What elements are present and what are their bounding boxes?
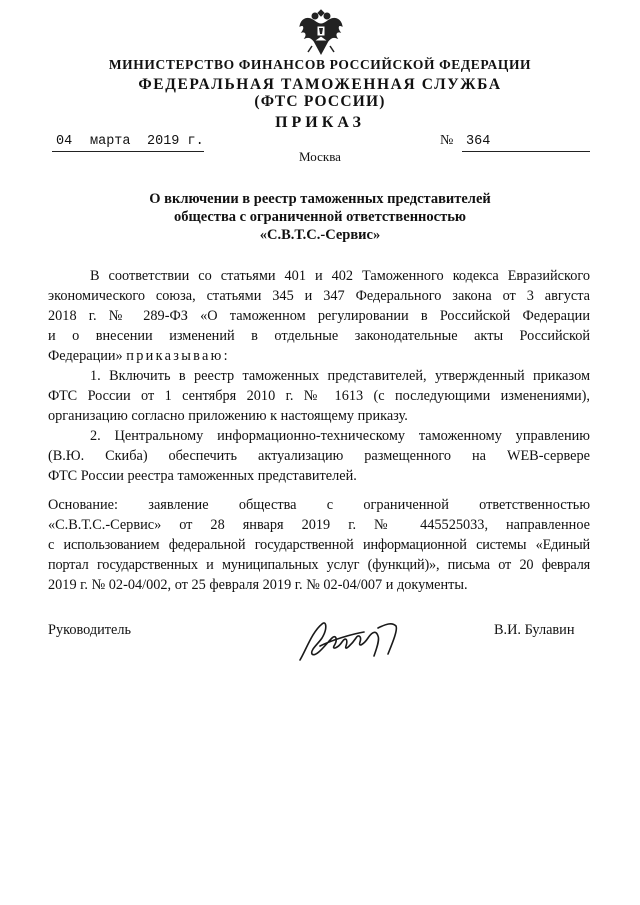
order-number-label: № xyxy=(440,133,454,148)
order-title xyxy=(80,190,560,244)
order-date-month: марта xyxy=(90,134,131,149)
item2-line-3: ФТС России реестра таможенных представителей. xyxy=(48,468,357,484)
service-abbreviation: (ФТС РОССИИ) xyxy=(254,93,386,110)
order-date-day: 04 xyxy=(56,134,73,149)
basis-line-1: Основание: заявление общества с ограниченной ответственностью xyxy=(48,497,590,513)
handwritten-signature xyxy=(292,610,410,668)
order-date-year: 2019 г. xyxy=(147,134,204,149)
preamble-line-1: В соответствии со статьями 401 и 402 Таможенного кодекса Евразийского xyxy=(90,268,590,284)
service-name: ФЕДЕРАЛЬНАЯ ТАМОЖЕННАЯ СЛУЖБА xyxy=(138,76,502,93)
item1-line-2: ФТС России от 1 сентября 2010 г. № 1613 (с последующими изменениями), xyxy=(48,388,590,404)
basis-line-3: с использованием федеральной государственной информационной системы «Единый xyxy=(48,537,590,553)
item2-line-1: 2. Центральному информационно-техническому таможенному управлению xyxy=(90,428,590,444)
item1-line-1: 1. Включить в реестр таможенных представителей, утвержденный приказом xyxy=(90,368,590,384)
basis-line-2: «С.В.Т.С.-Сервис» от 28 января 2019 г. № 445525033, направленное xyxy=(48,517,590,533)
order-number: 364 xyxy=(466,134,491,149)
basis-line-5: 2019 г. № 02-04/002, от 25 февраля 2019 г. № 02-04/007 и документы. xyxy=(48,577,468,593)
ministry-name: МИНИСТЕРСТВО ФИНАНСОВ РОССИЙСКОЙ ФЕДЕРАЦИИ xyxy=(108,57,532,72)
item2-line-2: (В.Ю. Скиба) обеспечить актуализацию размещенного на WEB-сервере xyxy=(48,448,590,464)
item1-line-3: организацию согласно приложению к настоящему приказу. xyxy=(48,408,408,424)
preamble-line-5-start: Федерации» xyxy=(48,348,123,364)
document-type: ПРИКАЗ xyxy=(275,114,365,131)
signatory-name: В.И. Булавин xyxy=(494,622,575,638)
coat-of-arms-icon xyxy=(296,6,346,58)
title-line-3: «С.В.Т.С.-Сервис» xyxy=(259,227,381,243)
signatory-position: Руководитель xyxy=(48,622,132,638)
title-line-1: О включении в реестр таможенных представителей xyxy=(149,191,491,207)
preamble-line-2: экономического союза, статьями 345 и 347 Федерального закона от 3 августа xyxy=(48,288,590,304)
order-verb: приказываю: xyxy=(126,348,230,364)
city: Москва xyxy=(299,149,341,164)
title-line-2: общества с ограниченной ответственностью xyxy=(174,209,466,225)
preamble-line-4: и о внесении изменений в отдельные законодательные акты Российской xyxy=(48,328,590,344)
preamble-line-5 xyxy=(48,348,590,365)
preamble-line-3: 2018 г. № 289-ФЗ «О таможенном регулировании в Российской Федерации xyxy=(48,308,590,324)
basis-line-4: портал государственных и муниципальных услуг (функций)», письма от 20 февраля xyxy=(48,557,590,573)
